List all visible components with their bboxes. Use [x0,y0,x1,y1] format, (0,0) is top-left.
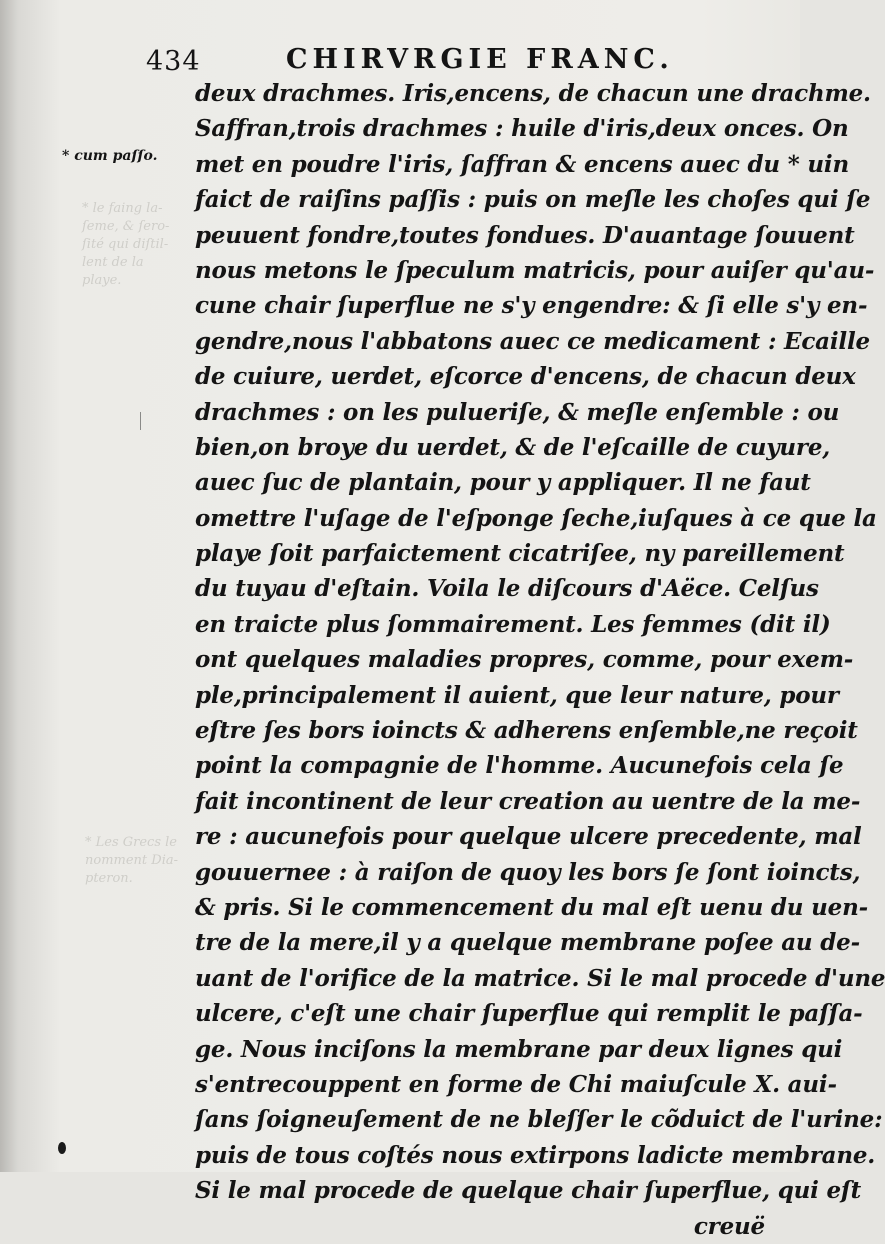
text-line: du tuyau d'eſtain. Voila le diſcours d'Aëce. Celſus [195,575,819,603]
text-line: s'entrecouppent en forme de Chi maiuſcule X. aui- [195,1070,837,1098]
text-line: eſtre ſes bors ioincts & adherens enſemble,ne reçoit [195,717,858,745]
text-line: puis de tous coſtés nous extirpons ladicte membrane. [195,1141,876,1169]
text-line: Si le mal procede de quelque chair ſuperflue, qui eſt [195,1177,862,1205]
text-line: re : aucunefois pour quelque ulcere precedente, mal [195,823,862,851]
text-line: faict de raiſins paſſis : puis on meſle les choſes qui ſe [195,186,871,214]
text-line: ple,principalement il auient, que leur nature, pour [195,681,839,709]
text-line: drachmes : on les pulueriſe, & meſle enſemble : ou [195,398,840,426]
text-line: gouuernee : à raiſon de quoy les bors ſe ſont ioincts, [195,858,861,886]
bleed-through-upper: * le faing la- ſeme, & ſero- ſité qui diſtil- lent de la playe. [82,201,170,288]
text-line: deux drachmes. Iris,encens, de chacun une drachme. [195,80,871,107]
text-line: de cuiure, uerdet, eſcorce d'encens, de chacun deux [195,363,856,391]
text-line: ſans ſoigneuſement de ne bleſſer le cõduict de l'urine: [195,1106,883,1134]
text-line: Saffran,trois drachmes : huile d'iris,deux onces. On [195,115,849,143]
text-line: point la compagnie de l'homme. Aucunefois cela ſe [195,752,844,780]
text-line: tre de la mere,il y a quelque membrane poſee au de- [195,929,860,957]
text-line: met en poudre l'iris, ſaffran & encens auec du * uin [195,150,849,178]
page-number: 434 [146,46,201,77]
catchword: creuë [693,1212,765,1240]
text-line: gendre,nous l'abbatons auec ce medicament : Ecaille [195,327,870,355]
text-line: cune chair ſuperflue ne s'y engendre: & ſi elle s'y en- [195,292,868,320]
text-line: ge. Nous inciſons la membrane par deux lignes qui [195,1035,843,1063]
bleed-through-lower: * Les Grecs le nomment Dia- pteron. [85,835,178,886]
text-line: nous metons le ſpeculum matricis, pour auiſer qu'au- [195,256,875,284]
stray-mark [140,412,141,430]
text-line: & pris. Si le commencement du mal eſt uenu du uen- [195,893,868,921]
text-line: auec ſuc de plantain, pour y appliquer. Il ne faut [195,469,811,497]
ink-blot [58,1142,66,1154]
margin-note: * cum paſſo. [62,148,158,164]
text-line: fait incontinent de leur creation au uentre de la me- [195,787,861,815]
text-line: peuuent fondre,toutes fondues. D'auantage ſouuent [195,221,855,249]
running-head: CHIRVRGIE FRANC. [286,44,674,75]
body-text [195,76,885,1244]
text-line: bien,on broye du uerdet, & de l'eſcaille de cuyure, [195,433,831,461]
text-line: uant de l'orifice de la matrice. Si le mal procede d'une [195,964,885,992]
text-line: omettre l'uſage de l'eſponge ſeche,iuſques à ce que la [195,504,877,532]
text-line: playe ſoit parfaictement cicatriſee, ny pareillement [195,540,845,568]
text-line: en traicte plus ſommairement. Les femmes (dit il) [195,610,831,638]
text-line: ulcere, c'eſt une chair ſuperflue qui remplit le paſſa- [195,1000,863,1028]
text-line: ont quelques maladies propres, comme, pour exem- [195,646,854,674]
